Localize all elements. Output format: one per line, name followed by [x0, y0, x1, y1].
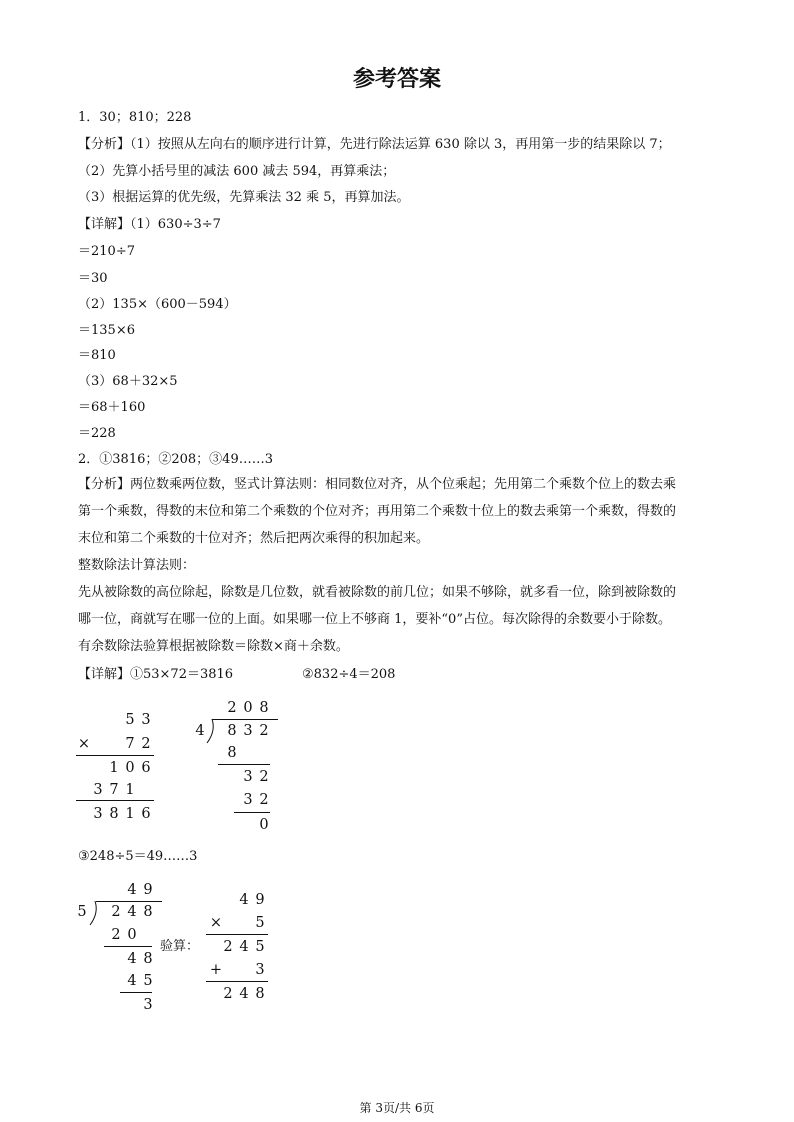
q2-detail-3: ③248÷5＝49……3 [78, 849, 198, 864]
q2-detail-2: ②832÷4＝208 [302, 667, 396, 682]
q1-detail-1: 【详解】（1）630÷3÷7 [78, 217, 221, 232]
q1-step-2: ＝30 [78, 271, 108, 286]
q2-div-rule-1: 先从被除数的高位除起，除数是几位数，就看被除数的前几位；如果不够除，就多看一位，除到被除数的 [78, 585, 677, 600]
q1-analysis: 【分析】（1）按照从左向右的顺序进行计算，先进行除法运算 630 除以 3，再用第一步的结果除以 7； [78, 137, 671, 152]
q2-detail-1: 【详解】①53×72＝3816 [78, 667, 234, 682]
rule-line [206, 981, 268, 982]
q1-step-6: ＝228 [78, 426, 116, 441]
q2-analysis-1: 【分析】两位数乘两位数，竖式计算法则：相同数位对齐，从个位乘起；先用第二个乘数个位上的数去乘 [78, 477, 677, 492]
q2-answer: 2．①3816；②208；③49……3 [78, 452, 273, 467]
q1-analysis-2: （2）先算小括号里的减法 600 减去 594，再算乘法； [78, 164, 396, 179]
q1-step-3: ＝135×6 [78, 323, 135, 338]
division-bracket [88, 901, 98, 925]
rule-line [206, 934, 268, 935]
page-footer: 第 3页/共 6页 [359, 1101, 435, 1115]
page-title: 参考答案 [352, 67, 441, 92]
rule-line [104, 946, 152, 947]
rule-line [120, 992, 152, 993]
q1-step-4: ＝810 [78, 348, 116, 363]
q1-step-5: ＝68＋160 [78, 400, 146, 415]
division-bar [96, 901, 162, 902]
rule-line [76, 800, 154, 801]
check-label: 验算： [160, 939, 200, 954]
rule-line [218, 764, 270, 765]
rule-line [76, 755, 154, 756]
q2-analysis-2: 第一个乘数，得数的末位和第二个乘数的个位对齐；再用第二个乘数十位上的数去乘第一个乘数，得数的 [78, 504, 677, 519]
rule-line [234, 812, 270, 813]
q1-detail-2: （2）135×（600－594） [78, 297, 237, 312]
q2-check-rule: 有余数除法验算根据被除数＝除数×商＋余数。 [78, 639, 349, 654]
division-bar [212, 719, 278, 720]
q1-detail-3: （3）68＋32×5 [78, 374, 178, 389]
q1-step-1: ＝210÷7 [78, 244, 135, 259]
q2-analysis-3: 末位和第二个乘数的十位对齐；然后把两次乘得的积加起来。 [78, 531, 430, 546]
q2-div-rule-2: 哪一位，商就写在哪一位的上面。如果哪一位上不够商 1，要补“0”占位。每次除得的余数要小于除数。 [78, 612, 671, 627]
division-bracket [205, 719, 215, 743]
q1-answer: 1．30；810；228 [78, 110, 192, 125]
q2-div-rule: 整数除法计算法则： [78, 558, 196, 573]
q1-analysis-3: （3）根据运算的优先级，先算乘法 32 乘 5，再算加法。 [78, 190, 410, 205]
